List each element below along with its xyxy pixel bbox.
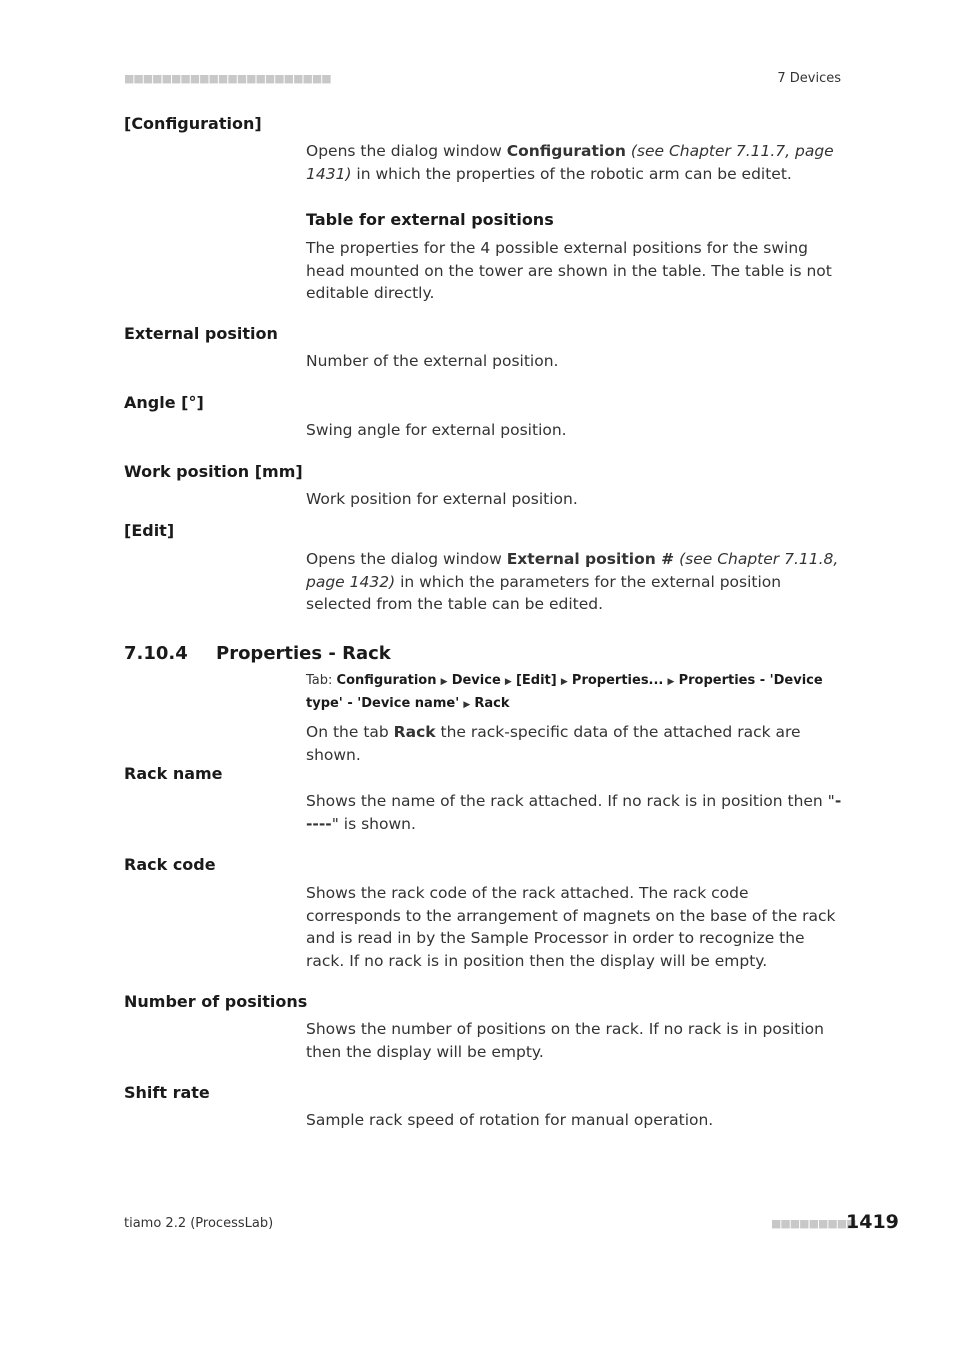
header-dots: ■■■■■■■■■■■■■■■■■■■■■■ <box>124 72 331 85</box>
chapter-label: 7 Devices <box>777 71 841 86</box>
configuration-desc: Opens the dialog window Configuration (see Chapter 7.11.7, page 1431) in which the properties of the robotic arm can be editet. <box>306 142 834 183</box>
table-external-heading: Table for external positions <box>306 210 554 229</box>
tab-path: Tab: Configuration ▶ Device ▶ [Edit] ▶ Properties... ▶ Properties - 'Device type' - 'Device name' ▶ Rack <box>306 673 823 711</box>
configuration-term: [Configuration] <box>124 114 262 133</box>
section-intro: On the tab Rack the rack-specific data of the attached rack are shown. <box>306 723 801 764</box>
footer-product: tiamo 2.2 (ProcessLab) <box>124 1216 274 1231</box>
section-number: 7.10.4 <box>124 643 188 664</box>
edit-term: [Edit] <box>124 521 175 540</box>
angle-term: Angle [°] <box>124 393 204 412</box>
section-title: Properties - Rack <box>216 643 391 664</box>
page-number: 1419 <box>846 1211 899 1233</box>
work-position-term: Work position [mm] <box>124 462 303 481</box>
rack-name-term: Rack name <box>124 764 223 783</box>
number-of-positions-term: Number of positions <box>124 992 308 1011</box>
angle-desc: Swing angle for external position. <box>306 421 567 439</box>
shift-rate-term: Shift rate <box>124 1083 210 1102</box>
number-of-positions-desc: Shows the number of positions on the rack. If no rack is in position then the display will be empty. <box>306 1020 824 1061</box>
edit-desc: Opens the dialog window External position # (see Chapter 7.11.8, page 1432) in which the parameters for the external position selected from the table can be edited. <box>306 550 839 613</box>
rack-code-desc: Shows the rack code of the rack attached. The rack code corresponds to the arrangement of magnets on the base of the rack and is read in by the Sample Processor in order to recognize the rack. If no rack is in position then the display will be empty. <box>306 884 836 970</box>
external-position-term: External position <box>124 324 278 343</box>
rack-name-desc: Shows the name of the rack attached. If no rack is in position then "-----" is shown. <box>306 792 842 833</box>
work-position-desc: Work position for external position. <box>306 490 578 508</box>
shift-rate-desc: Sample rack speed of rotation for manual operation. <box>306 1111 714 1129</box>
table-external-desc: The properties for the 4 possible external positions for the swing head mounted on the tower are shown in the table. The table is not editable directly. <box>306 239 832 302</box>
rack-code-term: Rack code <box>124 855 216 874</box>
footer-dots: ■■■■■■■■■ <box>771 1217 856 1230</box>
external-position-desc: Number of the external position. <box>306 352 559 370</box>
